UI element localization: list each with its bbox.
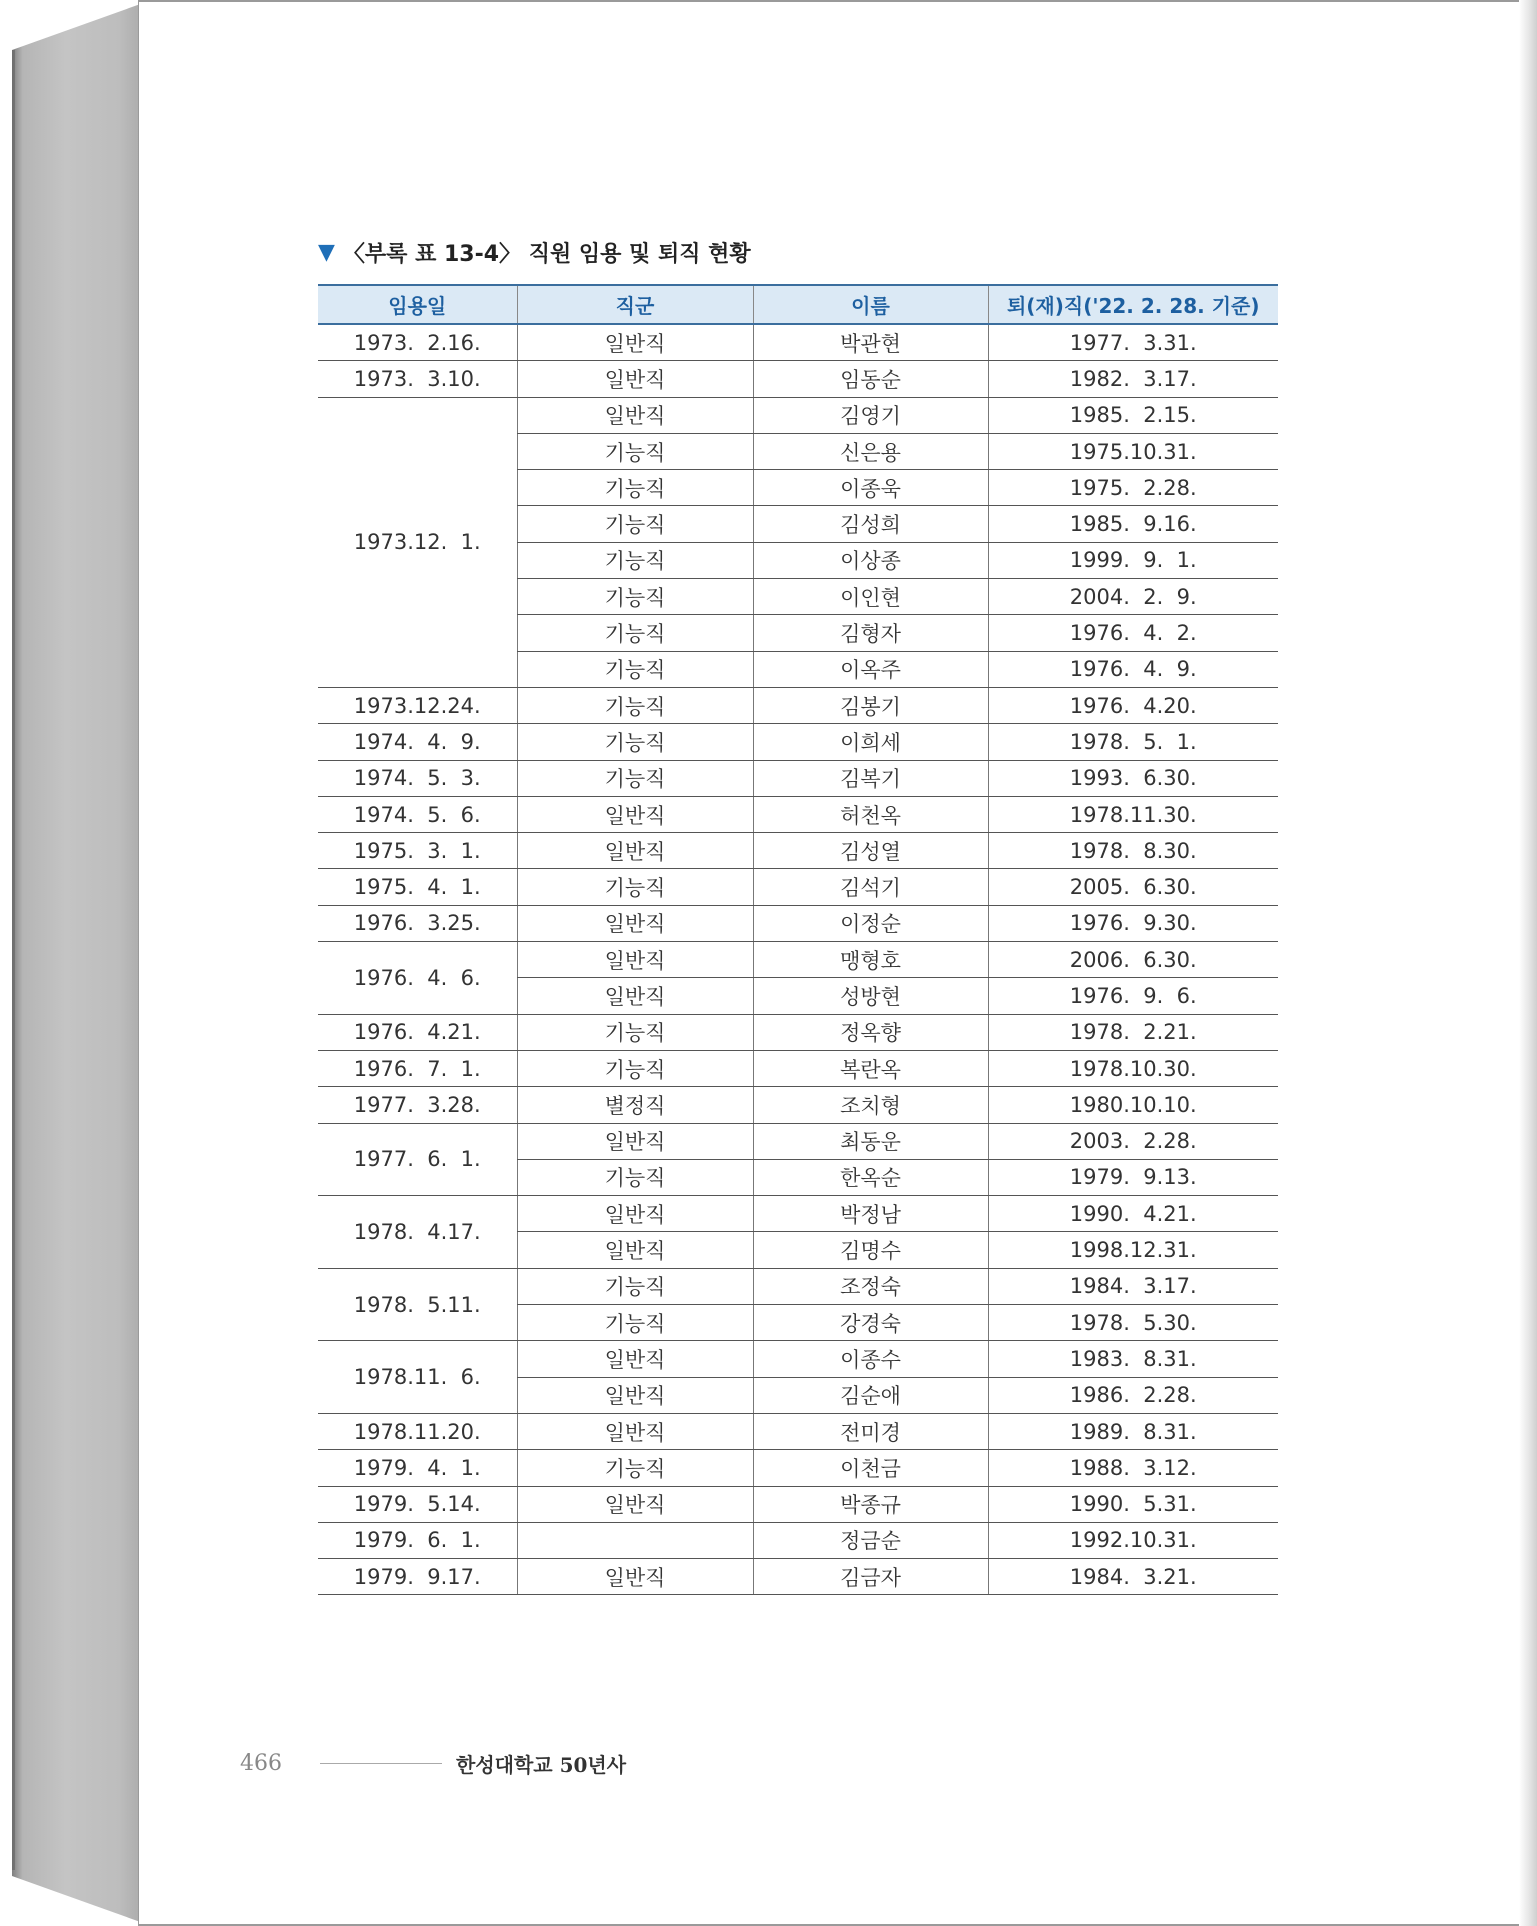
cell-job-group: 일반직 bbox=[517, 1377, 753, 1413]
table-row bbox=[318, 361, 1278, 397]
cell-leave-date: 1999. 9. 1. bbox=[988, 542, 1278, 578]
cell-job-group: 기능직 bbox=[517, 1305, 753, 1341]
table-body bbox=[318, 324, 1278, 1595]
staff-table bbox=[318, 284, 1278, 1595]
cell-leave-date: 1978.11.30. bbox=[988, 796, 1278, 832]
cell-leave-date: 2006. 6.30. bbox=[988, 942, 1278, 978]
cell-appointment-date: 1977. 6. 1. bbox=[318, 1123, 517, 1196]
cell-name: 맹형호 bbox=[753, 942, 988, 978]
page-number: 466 bbox=[240, 1750, 282, 1776]
cell-job-group: 일반직 bbox=[517, 978, 753, 1014]
cell-leave-date: 1975.10.31. bbox=[988, 433, 1278, 469]
table-row bbox=[318, 1341, 1278, 1377]
cell-leave-date: 1990. 4.21. bbox=[988, 1196, 1278, 1232]
header-name: 이름 bbox=[753, 285, 988, 324]
cell-name: 강경숙 bbox=[753, 1305, 988, 1341]
cell-name: 이희세 bbox=[753, 724, 988, 760]
cell-job-group: 기능직 bbox=[517, 506, 753, 542]
table-row bbox=[318, 724, 1278, 760]
cell-job-group: 일반직 bbox=[517, 796, 753, 832]
cell-appointment-date: 1974. 4. 9. bbox=[318, 724, 517, 760]
cell-leave-date: 1980.10.10. bbox=[988, 1087, 1278, 1123]
cell-name: 이종욱 bbox=[753, 470, 988, 506]
cell-job-group: 일반직 bbox=[517, 1486, 753, 1522]
table-row bbox=[318, 1450, 1278, 1486]
cell-appointment-date: 1973. 3.10. bbox=[318, 361, 517, 397]
cell-leave-date: 1978. 5. 1. bbox=[988, 724, 1278, 760]
cell-job-group: 일반직 bbox=[517, 361, 753, 397]
cell-leave-date: 1976. 4. 2. bbox=[988, 615, 1278, 651]
cell-appointment-date: 1979. 9.17. bbox=[318, 1559, 517, 1595]
cell-appointment-date: 1978.11. 6. bbox=[318, 1341, 517, 1414]
cell-name: 이인현 bbox=[753, 579, 988, 615]
cell-name: 임동순 bbox=[753, 361, 988, 397]
table-row bbox=[318, 905, 1278, 941]
cell-name: 조정숙 bbox=[753, 1268, 988, 1304]
cell-appointment-date: 1976. 7. 1. bbox=[318, 1050, 517, 1086]
table-row bbox=[318, 760, 1278, 796]
cell-job-group: 기능직 bbox=[517, 1159, 753, 1195]
cell-name: 김성희 bbox=[753, 506, 988, 542]
cell-name: 이상종 bbox=[753, 542, 988, 578]
cell-name: 정옥향 bbox=[753, 1014, 988, 1050]
cell-name: 김영기 bbox=[753, 397, 988, 433]
cell-appointment-date: 1978. 5.11. bbox=[318, 1268, 517, 1341]
cell-job-group: 기능직 bbox=[517, 542, 753, 578]
cell-job-group: 기능직 bbox=[517, 651, 753, 687]
cell-leave-date: 1976. 4.20. bbox=[988, 687, 1278, 723]
cell-name: 박관현 bbox=[753, 324, 988, 361]
cell-name: 김명수 bbox=[753, 1232, 988, 1268]
cell-leave-date: 1985. 2.15. bbox=[988, 397, 1278, 433]
cell-job-group: 기능직 bbox=[517, 869, 753, 905]
cell-job-group bbox=[517, 1522, 753, 1558]
table-row bbox=[318, 796, 1278, 832]
cell-name: 한옥순 bbox=[753, 1159, 988, 1195]
cell-job-group: 기능직 bbox=[517, 687, 753, 723]
cell-leave-date: 1976. 9. 6. bbox=[988, 978, 1278, 1014]
book-edge bbox=[12, 2, 146, 1924]
table-row bbox=[318, 1050, 1278, 1086]
cell-job-group: 기능직 bbox=[517, 1450, 753, 1486]
cell-leave-date: 1978. 8.30. bbox=[988, 833, 1278, 869]
cell-appointment-date: 1978.11.20. bbox=[318, 1413, 517, 1449]
cell-leave-date: 1975. 2.28. bbox=[988, 470, 1278, 506]
cell-leave-date: 1993. 6.30. bbox=[988, 760, 1278, 796]
cell-leave-date: 1992.10.31. bbox=[988, 1522, 1278, 1558]
cell-job-group: 일반직 bbox=[517, 1559, 753, 1595]
table-title bbox=[318, 234, 751, 270]
table-row bbox=[318, 1268, 1278, 1304]
cell-leave-date: 1978. 5.30. bbox=[988, 1305, 1278, 1341]
table-row bbox=[318, 1087, 1278, 1123]
cell-leave-date: 1978.10.30. bbox=[988, 1050, 1278, 1086]
cell-leave-date: 1986. 2.28. bbox=[988, 1377, 1278, 1413]
cell-name: 이종수 bbox=[753, 1341, 988, 1377]
table-row bbox=[318, 1522, 1278, 1558]
table-row bbox=[318, 869, 1278, 905]
cell-leave-date: 1978. 2.21. bbox=[988, 1014, 1278, 1050]
cell-appointment-date: 1979. 6. 1. bbox=[318, 1522, 517, 1558]
cell-appointment-date: 1973.12.24. bbox=[318, 687, 517, 723]
cell-job-group: 일반직 bbox=[517, 1196, 753, 1232]
table-row bbox=[318, 833, 1278, 869]
triangle-down-icon: ▼ bbox=[318, 239, 335, 265]
cell-job-group: 일반직 bbox=[517, 1123, 753, 1159]
cell-job-group: 일반직 bbox=[517, 833, 753, 869]
table-row bbox=[318, 1413, 1278, 1449]
cell-name: 성방현 bbox=[753, 978, 988, 1014]
cell-job-group: 일반직 bbox=[517, 1341, 753, 1377]
cell-name: 김성열 bbox=[753, 833, 988, 869]
cell-appointment-date: 1975. 3. 1. bbox=[318, 833, 517, 869]
cell-name: 김형자 bbox=[753, 615, 988, 651]
cell-leave-date: 2003. 2.28. bbox=[988, 1123, 1278, 1159]
cell-name: 김석기 bbox=[753, 869, 988, 905]
cell-leave-date: 1990. 5.31. bbox=[988, 1486, 1278, 1522]
cell-name: 허천옥 bbox=[753, 796, 988, 832]
table-row bbox=[318, 1123, 1278, 1159]
table-row bbox=[318, 1486, 1278, 1522]
cell-name: 조치형 bbox=[753, 1087, 988, 1123]
cell-leave-date: 2005. 6.30. bbox=[988, 869, 1278, 905]
cell-appointment-date: 1979. 4. 1. bbox=[318, 1450, 517, 1486]
cell-job-group: 기능직 bbox=[517, 470, 753, 506]
table-title-text: 〈부록 표 13-4〉 직원 임용 및 퇴직 현황 bbox=[342, 241, 751, 267]
cell-leave-date: 1985. 9.16. bbox=[988, 506, 1278, 542]
book-spine bbox=[12, 50, 15, 1870]
cell-appointment-date: 1979. 5.14. bbox=[318, 1486, 517, 1522]
cell-name: 이천금 bbox=[753, 1450, 988, 1486]
cell-name: 이정순 bbox=[753, 905, 988, 941]
cell-name: 김금자 bbox=[753, 1559, 988, 1595]
cell-job-group: 일반직 bbox=[517, 324, 753, 361]
cell-leave-date: 1983. 8.31. bbox=[988, 1341, 1278, 1377]
cell-job-group: 기능직 bbox=[517, 724, 753, 760]
cell-appointment-date: 1976. 4. 6. bbox=[318, 942, 517, 1015]
book-title: 한성대학교 50년사 bbox=[456, 1752, 627, 1777]
footer bbox=[240, 1748, 626, 1778]
cell-name: 김순애 bbox=[753, 1377, 988, 1413]
cell-name: 김봉기 bbox=[753, 687, 988, 723]
page-right-shadow bbox=[1519, 0, 1537, 1926]
cell-appointment-date: 1978. 4.17. bbox=[318, 1196, 517, 1269]
cell-leave-date: 1977. 3.31. bbox=[988, 324, 1278, 361]
cell-name: 박종규 bbox=[753, 1486, 988, 1522]
cell-job-group: 기능직 bbox=[517, 1268, 753, 1304]
cell-appointment-date: 1976. 3.25. bbox=[318, 905, 517, 941]
cell-name: 신은용 bbox=[753, 433, 988, 469]
cell-job-group: 일반직 bbox=[517, 397, 753, 433]
table-header-row bbox=[318, 285, 1278, 324]
cell-job-group: 일반직 bbox=[517, 1413, 753, 1449]
cell-appointment-date: 1974. 5. 6. bbox=[318, 796, 517, 832]
cell-job-group: 일반직 bbox=[517, 905, 753, 941]
table-row bbox=[318, 324, 1278, 361]
page-top-border bbox=[138, 0, 1522, 2]
cell-job-group: 기능직 bbox=[517, 760, 753, 796]
cell-job-group: 기능직 bbox=[517, 615, 753, 651]
cell-name: 박정남 bbox=[753, 1196, 988, 1232]
cell-leave-date: 1984. 3.17. bbox=[988, 1268, 1278, 1304]
cell-appointment-date: 1976. 4.21. bbox=[318, 1014, 517, 1050]
cell-job-group: 일반직 bbox=[517, 942, 753, 978]
table-row bbox=[318, 687, 1278, 723]
cell-job-group: 별정직 bbox=[517, 1087, 753, 1123]
cell-name: 복란옥 bbox=[753, 1050, 988, 1086]
cell-appointment-date: 1974. 5. 3. bbox=[318, 760, 517, 796]
cell-job-group: 일반직 bbox=[517, 1232, 753, 1268]
cell-appointment-date: 1973. 2.16. bbox=[318, 324, 517, 361]
footer-divider bbox=[320, 1763, 442, 1764]
cell-leave-date: 1988. 3.12. bbox=[988, 1450, 1278, 1486]
table-row bbox=[318, 397, 1278, 433]
table-row bbox=[318, 1014, 1278, 1050]
cell-leave-date: 2004. 2. 9. bbox=[988, 579, 1278, 615]
cell-leave-date: 1998.12.31. bbox=[988, 1232, 1278, 1268]
table-row bbox=[318, 1196, 1278, 1232]
header-appointment-date: 임용일 bbox=[318, 285, 517, 324]
cell-appointment-date: 1977. 3.28. bbox=[318, 1087, 517, 1123]
cell-appointment-date: 1973.12. 1. bbox=[318, 397, 517, 687]
cell-leave-date: 1976. 4. 9. bbox=[988, 651, 1278, 687]
cell-job-group: 기능직 bbox=[517, 1050, 753, 1086]
cell-name: 이옥주 bbox=[753, 651, 988, 687]
table-row bbox=[318, 942, 1278, 978]
cell-leave-date: 1989. 8.31. bbox=[988, 1413, 1278, 1449]
cell-leave-date: 1982. 3.17. bbox=[988, 361, 1278, 397]
cell-leave-date: 1979. 9.13. bbox=[988, 1159, 1278, 1195]
table-row bbox=[318, 1559, 1278, 1595]
cell-name: 전미경 bbox=[753, 1413, 988, 1449]
cell-job-group: 기능직 bbox=[517, 1014, 753, 1050]
cell-job-group: 기능직 bbox=[517, 433, 753, 469]
cell-job-group: 기능직 bbox=[517, 579, 753, 615]
cell-name: 최동운 bbox=[753, 1123, 988, 1159]
header-leave-date: 퇴(재)직('22. 2. 28. 기준) bbox=[988, 285, 1278, 324]
cell-leave-date: 1984. 3.21. bbox=[988, 1559, 1278, 1595]
header-job-group: 직군 bbox=[517, 285, 753, 324]
cell-name: 정금순 bbox=[753, 1522, 988, 1558]
cell-leave-date: 1976. 9.30. bbox=[988, 905, 1278, 941]
cell-appointment-date: 1975. 4. 1. bbox=[318, 869, 517, 905]
cell-name: 김복기 bbox=[753, 760, 988, 796]
